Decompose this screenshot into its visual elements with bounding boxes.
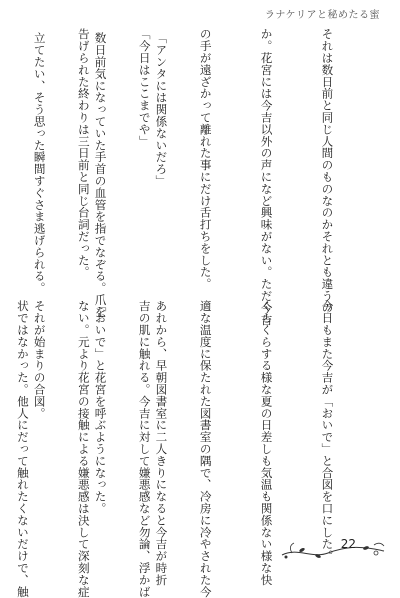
text-line: 適な温度に保たれた図書室の隅で、冷房に冷やされた今: [198, 300, 213, 598]
text-line: あれから、早朝図書室に二人きりになると今吉が時折: [154, 300, 169, 586]
text-line: 数日前気になっていた手首の血管を指でなぞる。爪を: [93, 32, 108, 318]
text-block-bottom-left: [9, 300, 212, 598]
text-line: ない。元より花宮の接触による嫌悪感は決して深刻な症: [76, 300, 91, 598]
text-line: か。花宮には今吉以外の声になど興味がない。ただ今吉: [259, 28, 274, 326]
text-line: 立てたい、そう思った瞬間すぐさま逃げられる。: [32, 32, 47, 294]
text-line: 今日もまた今吉が「おいで」と合図を口にした。: [320, 300, 335, 562]
text-line: 状ではなかった。他人にだって触れたくないだけで、触: [15, 300, 30, 598]
text-line: それが始まりの合図。: [32, 300, 47, 419]
text-line: 「今日はここまでや」: [137, 28, 152, 147]
text-line: 「おいで」と花宮を呼ぶようになった。: [93, 300, 108, 515]
text-line: 「アンタには関係ないだろ」: [154, 32, 169, 187]
text-line: 吉の肌に触れる。今吉に対して嫌悪感など勿論、浮かば: [137, 300, 152, 598]
text-line: くらくらする様な夏の日差しも気温も関係ない様な快: [259, 300, 274, 586]
floral-vine-ornament-icon: [278, 533, 388, 563]
running-title: ラナケリアと秘めたる蜜: [264, 10, 380, 21]
text-line: 告げられた終わりは三日前と同じ台詞だった。: [76, 28, 91, 278]
text-line: それは数日前と同じ人間のものなのかそれとも違うの: [320, 28, 335, 314]
text-line: の手が遠ざかって離れた事にだけ舌打ちをした。: [198, 28, 213, 290]
text-block-top-left: [0, 32, 212, 318]
page-number: 22: [340, 537, 356, 551]
